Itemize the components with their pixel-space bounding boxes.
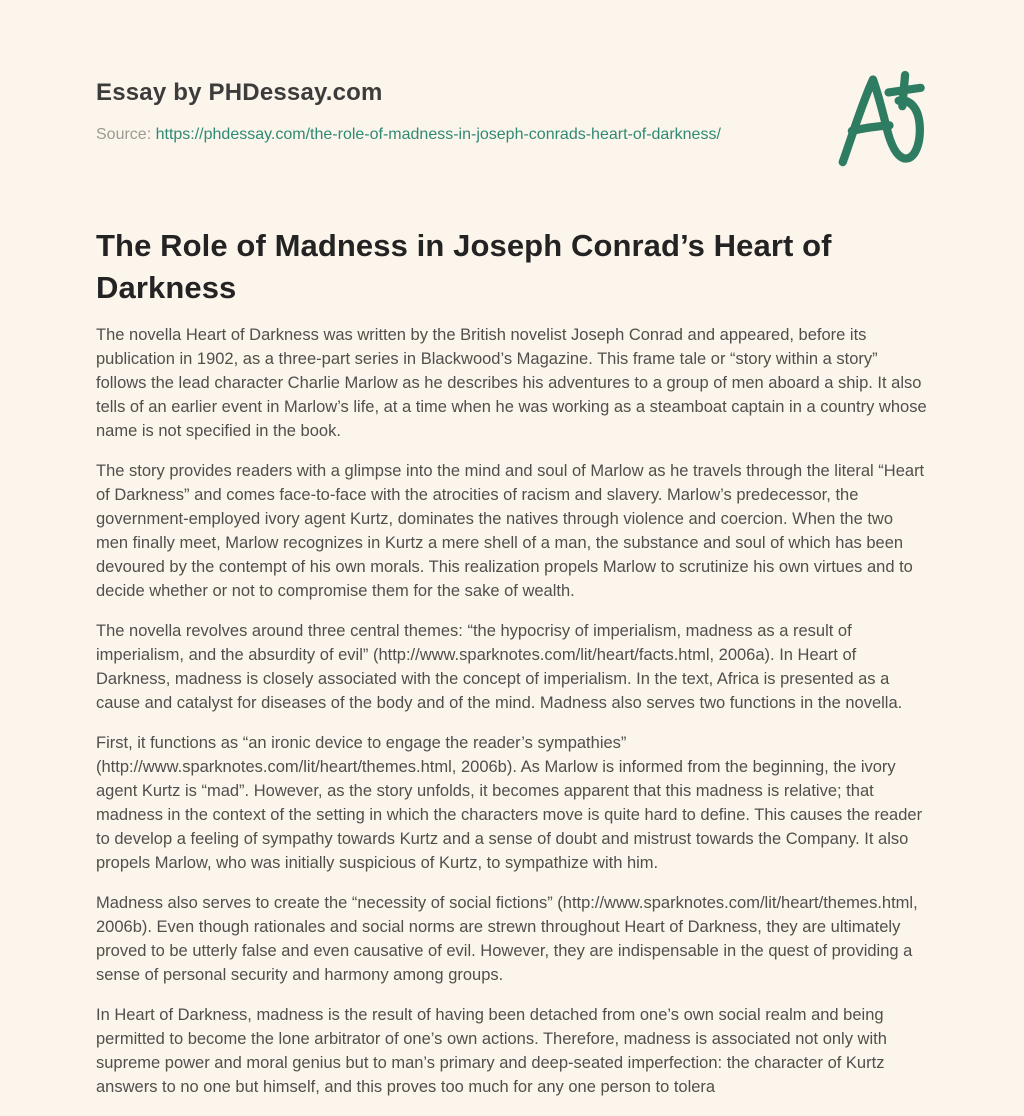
essay-paragraph: The novella revolves around three central themes: “the hypocrisy of imperialism, madness as a result of imperialism, and the absurdity of evil” (http://www.sparknotes.com/lit/heart/facts.html, 2006a). In Heart of Darkness, madness is closely associated with the concept of imperialism. In the text, Africa is presented as a cause and catalyst for diseases of the body and of the mind. Madness also serves two functions in the novella. bbox=[96, 622, 903, 712]
essay-paragraph: The story provides readers with a glimpse into the mind and soul of Marlow as he travels through the literal “Heart of Darkness” and comes face-to-face with the atrocities of racism and slavery. Marlow’s predecessor, the government-employed ivory agent Kurtz, dominates the natives through violence and coercion. When the two men finally meet, Marlow recognizes in Kurtz a mere shell of a man, the substance and soul of which has been devoured by the contempt of his own morals. This realization propels Marlow to scrutinize his own virtues and to decide whether or not to compromise them for the sake of wealth. bbox=[96, 462, 925, 600]
phdessay-a-plus-logo-icon bbox=[818, 64, 928, 174]
article-title: The Role of Madness in Joseph Conrad’s Heart of Darkness bbox=[96, 228, 832, 305]
source-row bbox=[96, 125, 928, 145]
essay-paragraph: The novella Heart of Darkness was written by the British novelist Joseph Conrad and appeared, before its publication in 1902, as a three-part series in Blackwood’s Magazine. This frame tale or “story within a story” follows the lead character Charlie Marlow as he describes his adventures to a group of men aboard a ship. It also tells of an earlier event in Marlow’s life, at a time when he was working as a steamboat captain in a country whose name is not specified in the book. bbox=[96, 326, 927, 440]
byline-heading: Essay by PHDessay.com bbox=[96, 79, 383, 106]
source-label: Source: bbox=[96, 126, 152, 143]
source-link[interactable]: https://phdessay.com/the-role-of-madness-in-joseph-conrads-heart-of-darkness/ bbox=[155, 126, 721, 143]
essay-paragraph: First, it functions as “an ironic device to engage the reader’s sympathies” (http://www.sparknotes.com/lit/heart/themes.html, 2006b). As Marlow is informed from the beginning, the ivory agent Kurtz is “mad”. However, as the story unfolds, it becomes apparent that this madness is relative; that madness in the context of the setting in which the characters move is quite hard to define. This causes the reader to develop a feeling of sympathy towards Kurtz and a sense of doubt and mistrust towards the Company. It also propels Marlow, who was initially suspicious of Kurtz, to sympathize with him. bbox=[96, 734, 923, 872]
essay-paragraph: In Heart of Darkness, madness is the result of having been detached from one’s own social realm and being permitted to become the lone arbitrator of one’s own actions. Therefore, madness is associated not only with supreme power and moral genius but to man’s primary and deep-seated imperfection: the character of Kurtz answers to no one but himself, and this proves too much for any one person to tolera bbox=[96, 1006, 887, 1096]
essay-body bbox=[96, 323, 928, 1099]
document-header bbox=[96, 78, 928, 145]
essay-paragraph: Madness also serves to create the “necessity of social fictions” (http://www.sparknotes.com/lit/heart/themes.html, 2006b). Even though rationales and social norms are strewn throughout Heart of Darkness, they are ultimately proved to be utterly false and even causative of evil. However, they are indispensable in the quest of providing a sense of personal security and harmony among groups. bbox=[96, 894, 918, 984]
